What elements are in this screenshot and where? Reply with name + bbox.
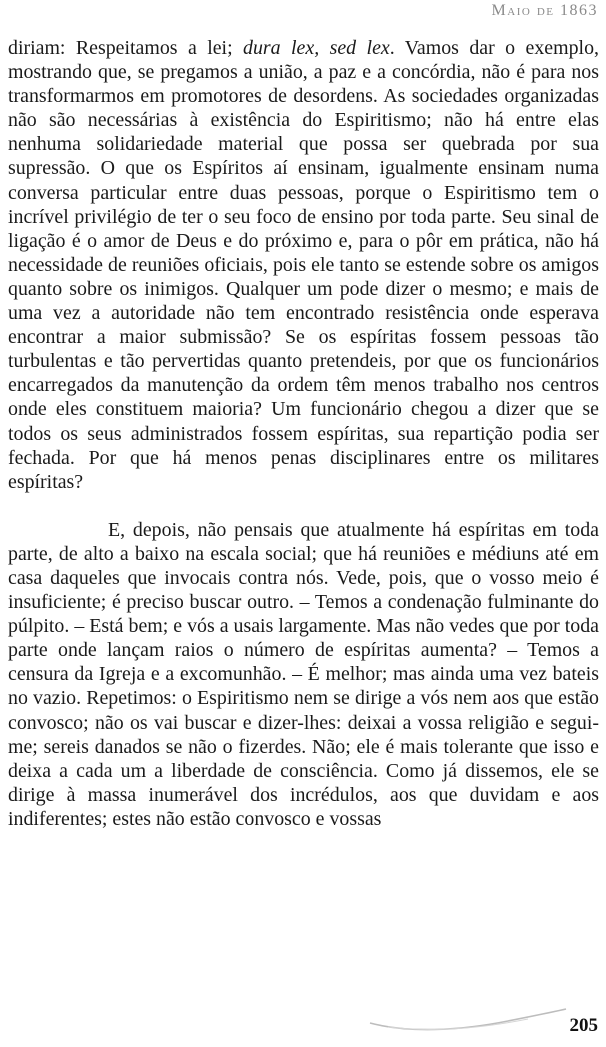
running-header: Maio de 1863 [491, 2, 598, 19]
paragraph-2: E, depois, não pensais que atualmente há espíritas em toda parte, de alto a baixo na escala social; que há reuniões e médiuns até em casa daqueles que invocais contra nós. Vede, pois, que o vosso meio é insuficiente; é preciso buscar outro. – Temos a condenação fulminante do púlpito. – Está bem; e vós a usais largamente. Mas não vedes que por toda parte onde lançam raios o número de espíritas aumenta? – Temos a censura da Igreja e a excomunhão. – É melhor; mas ainda uma vez bateis no vazio. Repetimos: o Espiritismo nem se dirige a vós nem aos que estão convosco; não os vai buscar e dizer-lhes: deixai a vossa religião e segui-me; sereis danados se não o fizerdes. Não; ele é mais tolerante que isso e deixa a cada um a liberdade de consciência. Como já dissemos, ele se dirige à massa inumerável dos incrédulos, aos que duvidam e aos indiferentes; estes não estão convosco e vossas [8, 518, 599, 830]
paragraph-1 [8, 36, 599, 494]
page-number: 205 [569, 1015, 598, 1036]
page-footer [368, 1003, 598, 1037]
paragraph-1-rest: . Vamos dar o exemplo, mostrando que, se pregamos a união, a paz e a concórdia, não é para nos transformarmos em promotores de desordens. As sociedades organizadas não são necessárias à existência do Espiritismo; não há entre elas nenhuma solidariedade material que possa ser quebrada por sua supressão. O que os Espíritos aí ensinam, igualmente ensinam numa conversa particular entre duas pessoas, porque o Espiritismo tem o incrível privilégio de ter o seu foco de ensino por toda parte. Seu sinal de ligação é o amor de Deus e do próximo e, para o pôr em prática, não há necessidade de reuniões oficiais, pois ele tanto se estende sobre os amigos quanto sobre os inimigos. Qualquer um pode dizer o mesmo; e mais de uma vez a autoridade não tem encontrado resistência onde esperava encontrar a maior submissão? Se os espíritas fossem pessoas tão turbulentas e tão pervertidas quanto pretendeis, por que os funcionários encarregados da manutenção da ordem têm menos trabalho nos centros onde eles constituem maioria? Um funcionário chegou a dizer que se todos os seus administrados fossem espíritas, sua repartição podia ser fechada. Por que há menos penas disciplinares entre os militares espíritas? [8, 37, 599, 493]
page-body [8, 36, 599, 831]
paragraph-1-start: diriam: Respeitamos a lei; [8, 37, 244, 59]
latin-phrase: dura lex, sed lex [243, 37, 390, 59]
swoosh-ornament [368, 1003, 568, 1033]
